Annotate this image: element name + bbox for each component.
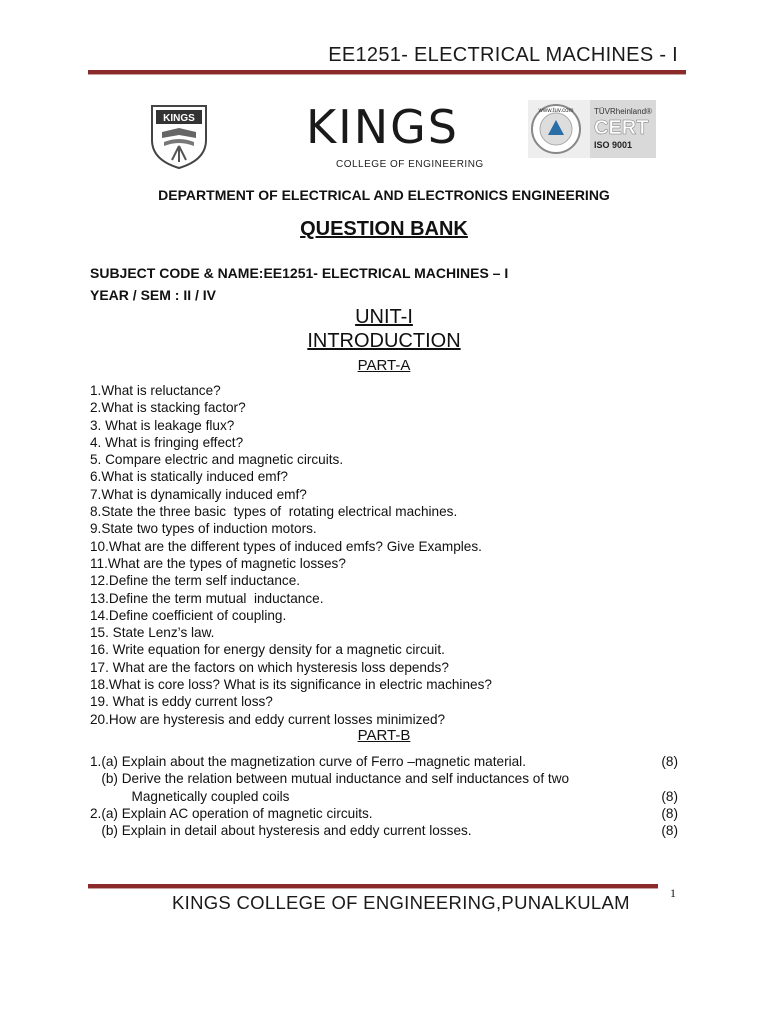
list-item: 7.What is dynamically induced emf? [90,486,307,502]
question-text: (b) Explain in detail about hysteresis and eddy current losses. [90,823,472,839]
list-item: 10.What are the different types of induced emfs? Give Examples. [90,538,482,554]
list-item: 2.What is stacking factor? [90,400,246,416]
list-item: 5. Compare electric and magnetic circuits. [90,452,344,468]
unit-title: INTRODUCTION [307,330,461,352]
list-item: 1.What is reluctance? [90,383,221,398]
document-title: QUESTION BANK [300,218,468,240]
question-text: (b) Derive the relation between mutual inductance and self inductances of two [90,771,570,787]
list-item: 17. What are the factors on which hysteresis loss depends? [90,659,449,675]
list-item: 13.Define the term mutual inductance. [90,590,324,606]
tuv-cert-logo [528,100,656,158]
list-item: 18.What is core loss? What is its significance in electric machines? [90,677,492,693]
college-crest-logo [148,102,210,170]
header-rule [88,70,686,75]
marks-label: (8) [661,788,678,804]
footer-rule [88,884,658,889]
cert-brand: TÜVRheinland® [594,107,652,116]
header-title: EE1251- ELECTRICAL MACHINES - I [328,44,678,66]
subject-line: SUBJECT CODE & NAME:EE1251- ELECTRICAL MACHINES – I [90,265,509,281]
part-a-question-list [90,382,492,728]
list-item [90,788,678,805]
unit-heading: UNIT-I [355,306,413,328]
footer-text: KINGS COLLEGE OF ENGINEERING,PUNALKULAM [172,892,630,913]
seal-text: www.tuv.com [538,108,574,114]
list-item: 4. What is fringing effect? [90,434,244,450]
part-b-heading: PART-B [357,727,411,744]
question-text: Magnetically coupled coils [90,788,290,804]
list-item: 12.Define the term self inductance. [90,573,301,589]
list-item: 11.What are the types of magnetic losses? [90,555,346,571]
list-item: 3. What is leakage flux? [90,417,235,433]
cert-word: CERT [594,117,649,139]
list-item: 15. State Lenz’s law. [90,625,215,641]
list-item [90,753,678,770]
question-text: 2.(a) Explain AC operation of magnetic circuits. [90,805,373,821]
list-item [90,822,678,839]
marks-label: (8) [661,805,678,821]
brand-wordmark: KINGS [306,100,459,154]
list-item: 9.State two types of induction motors. [90,521,317,537]
list-item: 20.How are hysteresis and eddy current losses minimized? [90,711,446,727]
department-heading: DEPARTMENT OF ELECTRICAL AND ELECTRONICS ENGINEERING [158,187,610,203]
list-item [90,805,678,822]
list-item: 14.Define coefficient of coupling. [90,607,287,623]
year-sem-line: YEAR / SEM : II / IV [90,287,217,303]
crest-text: KINGS [163,113,195,124]
cert-iso: ISO 9001 [594,140,633,150]
marks-label: (8) [661,823,678,839]
list-item [90,770,678,787]
part-b-question-list [90,753,678,839]
list-item: 6.What is statically induced emf? [90,469,288,485]
part-a-heading: PART-A [357,357,411,374]
marks-label: (8) [661,754,678,769]
page-number: 1 [670,886,676,900]
list-item: 8.State the three basic types of rotating electrical machines. [90,504,458,520]
list-item: 19. What is eddy current loss? [90,694,273,710]
question-text: 1.(a) Explain about the magnetization curve of Ferro –magnetic material. [90,754,526,769]
college-subtitle: COLLEGE OF ENGINEERING [336,159,484,170]
list-item: 16. Write equation for energy density for a magnetic circuit. [90,642,445,658]
